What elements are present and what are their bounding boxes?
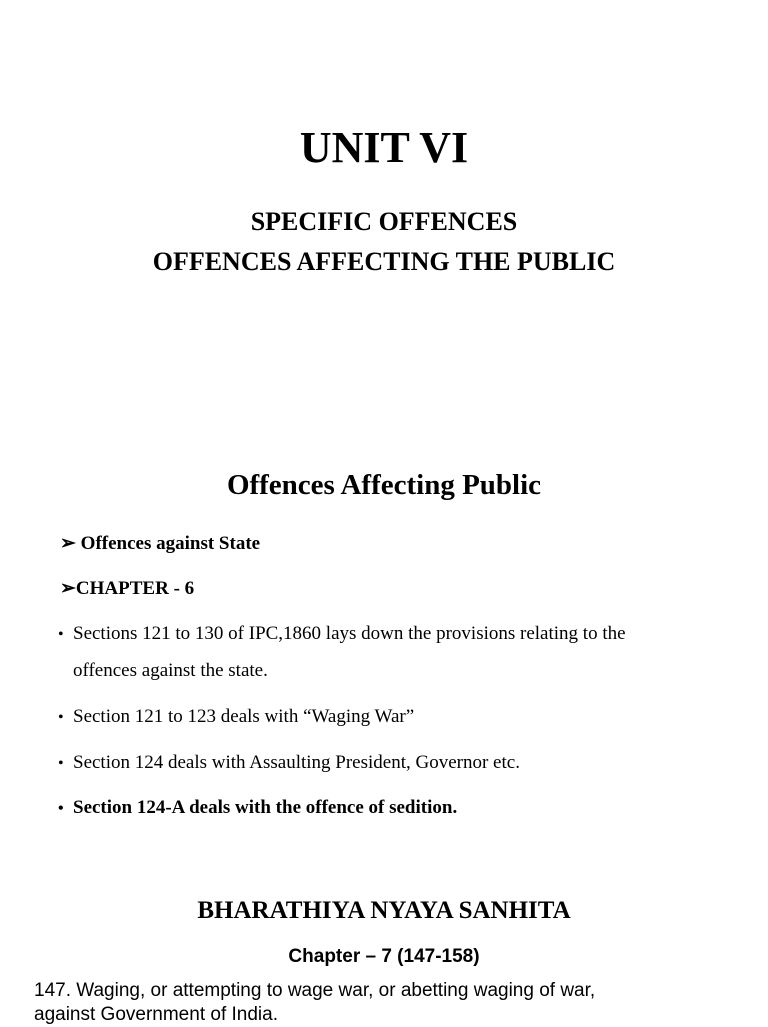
list-item-text: Section 121 to 123 deals with “Waging War” [73,706,415,727]
bullet-dot-icon: • [58,709,64,726]
list-item-continuation: offences against the state. [73,660,268,681]
arrow-bullet-icon: ➢ [60,578,76,599]
section-text-line: 147. Waging, or attempting to wage war, or abetting waging of war, [34,980,596,1001]
arrow-bullet-icon: ➢ [60,533,76,554]
list-item [58,622,626,647]
slide-offences-affecting-public [0,432,768,864]
arrow-item-chapter-6 [60,577,194,601]
section-text-line: against Government of India. [34,1004,278,1025]
arrow-item-offences-against-state [60,532,260,556]
bullet-dot-icon: • [58,800,64,817]
arrow-item-label: Offences against State [75,533,261,554]
bullet-dot-icon: • [58,626,64,643]
slide-title: BHARATHIYA NYAYA SANHITA [197,897,571,924]
chapter-heading: Chapter – 7 (147-158) [288,946,480,967]
unit-title: UNIT VI [299,123,469,172]
slide-bharathiya-nyaya-sanhita [0,864,768,1024]
list-item-text: Sections 121 to 130 of IPC,1860 lays down the provisions relating to the [73,623,626,644]
slide-unit-title [0,0,768,432]
list-item-text: Section 124 deals with Assaulting President, Governor etc. [73,752,520,773]
bullet-dot-icon: • [58,755,64,772]
list-item [58,796,457,821]
list-item [58,751,520,776]
subtitle-specific-offences: SPECIFIC OFFENCES [250,207,518,236]
slide-title: Offences Affecting Public [226,469,542,501]
subtitle-offences-affecting-public: OFFENCES AFFECTING THE PUBLIC [152,247,616,276]
arrow-item-label: CHAPTER - 6 [75,578,195,599]
list-item-text: Section 124-A deals with the offence of sedition. [73,797,458,818]
list-item [58,705,414,730]
